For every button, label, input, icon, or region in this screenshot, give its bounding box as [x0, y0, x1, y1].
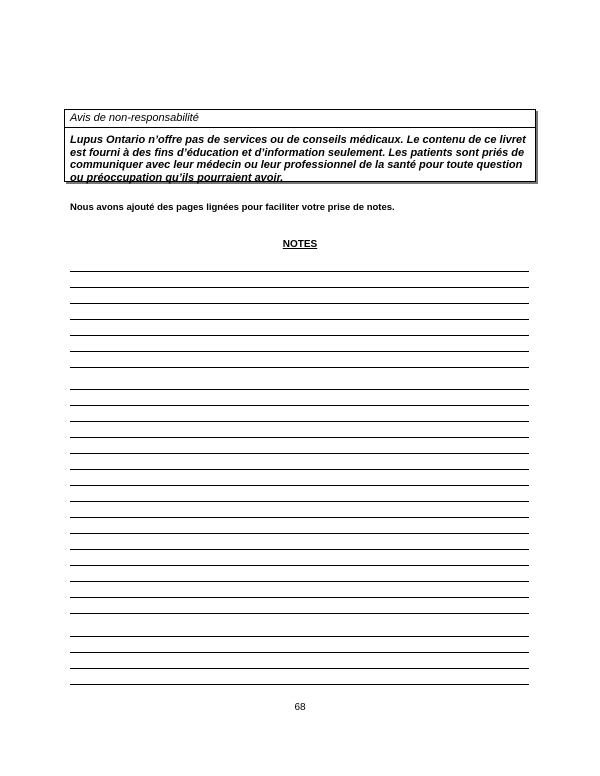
ruled-line: [70, 636, 529, 637]
ruled-line: [70, 565, 529, 566]
ruled-line: [70, 351, 529, 352]
ruled-line: [70, 335, 529, 336]
notes-heading: NOTES: [282, 239, 318, 250]
ruled-line: [70, 501, 529, 502]
ruled-line: [70, 367, 529, 368]
ruled-line: [70, 287, 529, 288]
page-number: 68: [294, 702, 306, 713]
ruled-line: [70, 549, 529, 550]
ruled-line: [70, 453, 529, 454]
ruled-line: [70, 517, 529, 518]
ruled-line: [70, 405, 529, 406]
ruled-line: [70, 597, 529, 598]
disclaimer-box: [64, 109, 536, 182]
ruled-line: [70, 652, 529, 653]
ruled-line: [70, 421, 529, 422]
ruled-line: [70, 533, 529, 534]
ruled-line: [70, 437, 529, 438]
ruled-line: [70, 581, 529, 582]
ruled-line: [70, 389, 529, 390]
ruled-line: [70, 684, 529, 685]
disclaimer-title: Avis de non-responsabilité: [65, 110, 535, 128]
ruled-line: [70, 271, 529, 272]
ruled-line: [70, 469, 529, 470]
ruled-line: [70, 319, 529, 320]
ruled-line: [70, 485, 529, 486]
intro-text: Nous avons ajouté des pages lignées pour faciliter votre prise de notes.: [70, 202, 395, 213]
disclaimer-body: Lupus Ontario n’offre pas de services ou de conseils médicaux. Le contenu de ce livret est fourni à des fins d’éducation et d’information seulement. Les patients sont priés de communiquer avec leur médecin ou leur professionnel de la santé pour toute question ou préoccupation qu’ils pourraient avoir.: [70, 134, 526, 184]
ruled-line: [70, 303, 529, 304]
ruled-line: [70, 668, 529, 669]
ruled-line: [70, 613, 529, 614]
